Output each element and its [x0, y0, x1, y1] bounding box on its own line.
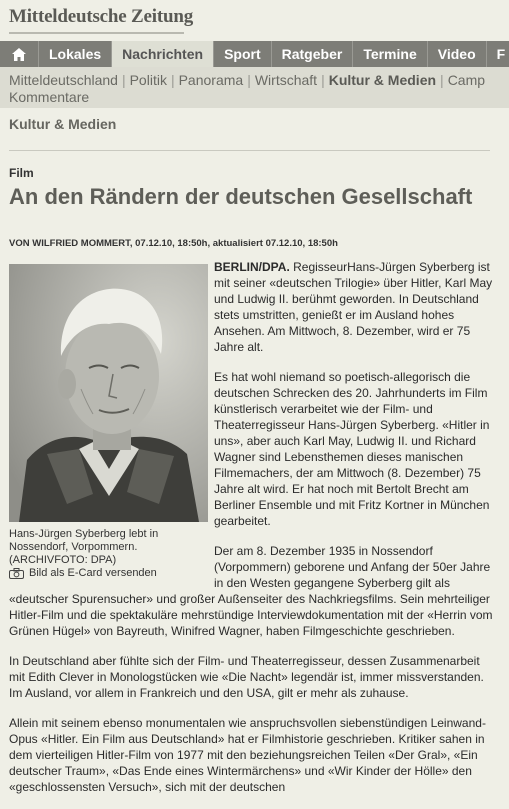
article-paragraph: Es hat wohl niemand so poetisch-allegorisch die deutschen Schrecken des 20. Jahrhunderts im Film künstlerisch verarbeitet wie der Film- und Theaterregisseur Hans-Jürgen Syberberg. «Hitler in uns», aber auch Karl May, Ludwig II. und Richard Wagner sind Lebensthemen dieses manischen Filmemachers, der am Mittwoch (8. Dezember) 75 Jahre alt wird. Er hat noch mit Bertolt Brecht am Berliner Ensemble und mit Fritz Kortner in München gearbeitet. [214, 370, 490, 528]
section-divider [9, 150, 490, 151]
sub-navigation: Mitteldeutschland | Politik | Panorama | Wirtschaft | Kultur & Medien | Camp Kommentare [0, 67, 509, 108]
article-dateline: BERLIN/DPA. [214, 260, 290, 274]
subnav-camp-truncated[interactable]: Camp [447, 72, 486, 88]
send-ecard-label[interactable]: Bild als E-Card versenden [29, 567, 157, 579]
article-byline: VON WILFRIED MOMMERT, 07.12.10, 18:50h, aktualisiert 07.12.10, 18:50h [9, 238, 338, 249]
article-headline: An den Rändern der deutschen Gesellschaft [9, 184, 473, 209]
article-kicker: Film [9, 166, 34, 180]
article-paragraph: BERLIN/DPA. RegisseurHans-Jürgen Syberberg ist mit seiner «deutschen Trilogie» über Hitler, Karl May und Ludwig II. berühmt geworden. In Deutschland stets umstritten, genießt er im Ausland hohes Ansehen. Am Mittwoch, 8. Dezember, wird er 75 Jahre alt. [214, 260, 493, 354]
subnav-politik[interactable]: Politik [129, 72, 167, 88]
article-paragraph: Allein mit seinem ebenso monumentalen wie anspruchsvollen siebenstündigen Leinwand-Opus «Hitler. Ein Film aus Deutschland» hat er Filmhistorie geschrieben. Kritiker sahen in dem vierteiligen Hitler-Film von 1977 mit den beziehungsreichen Teilen «Der Gral», «Ein deutscher Traum», «Das Ende eines Wintermärchens» und «Wir Kinder der Hölle» den «geschlossensten Versuch», sich mit der deutschen [9, 716, 486, 794]
main-navigation [0, 41, 509, 67]
subnav-kommentare[interactable]: Kommentare [9, 89, 90, 105]
subnav-panorama[interactable]: Panorama [178, 72, 244, 88]
home-icon [12, 48, 26, 61]
nav-lokales[interactable]: Lokales [39, 41, 112, 67]
article-paragraph: In Deutschland aber fühlte sich der Film- und Theaterregisseur, dessen Zusammenarbeit mit Edith Clever in Monologstücken wie «Die Nacht» legendär ist, immer missverstanden. Im Ausland, vor allem in Frankreich und den USA, gilt er mehr als zuhause. [9, 654, 484, 700]
site-logo[interactable]: Mitteldeutsche Zeitung [9, 6, 193, 27]
article-body [9, 259, 493, 809]
photo-caption: Hans-Jürgen Syberberg lebt in Nossendorf, Vorpommern. (ARCHIVFOTO: DPA) [9, 528, 159, 566]
nav-more-truncated[interactable]: F [487, 41, 509, 67]
logo-underline [9, 32, 184, 34]
nav-ratgeber[interactable]: Ratgeber [272, 41, 354, 67]
nav-termine[interactable]: Termine [353, 41, 427, 67]
nav-sport[interactable]: Sport [214, 41, 272, 67]
subnav-mitteldeutschland[interactable]: Mitteldeutschland [9, 72, 118, 88]
nav-nachrichten[interactable]: Nachrichten [112, 41, 214, 67]
nav-home[interactable] [0, 41, 39, 67]
subnav-kultur-medien[interactable]: Kultur & Medien [328, 72, 437, 88]
nav-video[interactable]: Video [428, 41, 487, 67]
section-title: Kultur & Medien [9, 116, 117, 132]
subnav-wirtschaft[interactable]: Wirtschaft [254, 72, 318, 88]
article-paragraph: Der am 8. Dezember 1935 in Nossendorf (Vorpommern) geborene und Anfang der 50er Jahre in den Westen gegangene Syberberg gilt als «deutscher Spurensucher» und großer Außenseiter des Nachkriegsfilms. Sein mehrteiliger Hitler-Film und die spektakuläre mehrstündige Interviewdokumentation mit der «Herrin vom Grünen Hügel» von Bayreuth, Winifred Wagner, haben Filmgeschichte geschrieben. [9, 544, 493, 638]
